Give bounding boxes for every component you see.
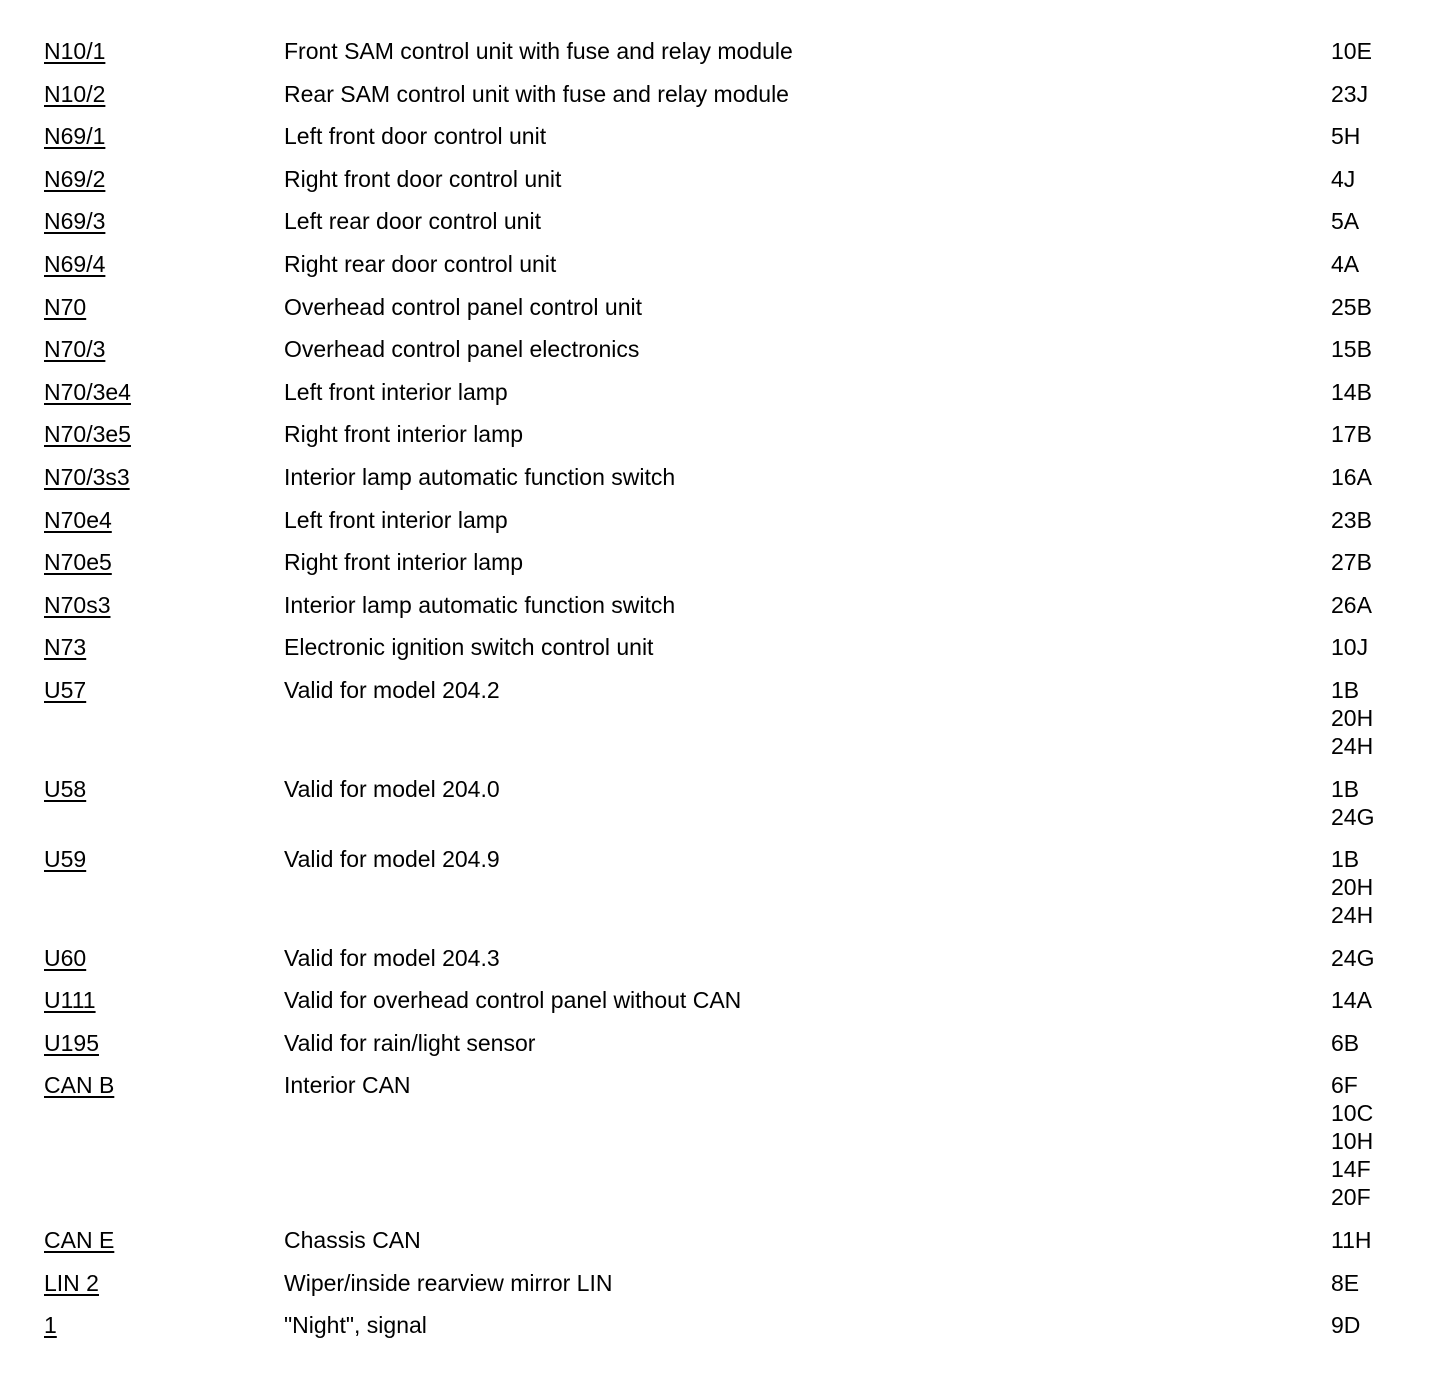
legend-row	[44, 80, 1424, 108]
grid-reference: 24G	[1331, 803, 1375, 830]
legend-row	[44, 591, 1424, 619]
component-legend-table	[44, 37, 1424, 1354]
component-description: Electronic ignition switch control unit	[284, 634, 654, 661]
component-code-link[interactable]: U111	[44, 987, 96, 1014]
grid-reference: 11H	[1331, 1227, 1372, 1254]
component-description: Overhead control panel electronics	[284, 336, 640, 363]
legend-row	[44, 122, 1424, 150]
grid-reference: 4A	[1331, 250, 1360, 277]
legend-row	[44, 420, 1424, 448]
component-description: Right front door control unit	[284, 165, 562, 192]
legend-row	[44, 845, 1424, 929]
grid-reference-list	[1331, 944, 1374, 972]
grid-reference-list	[1331, 378, 1372, 406]
component-code-link[interactable]: N70e5	[44, 549, 112, 576]
grid-reference: 27B	[1331, 549, 1372, 576]
grid-reference: 25B	[1331, 293, 1372, 320]
component-code-link[interactable]: U195	[44, 1029, 99, 1056]
legend-row	[44, 293, 1424, 321]
legend-row	[44, 1226, 1424, 1254]
grid-reference: 24G	[1331, 944, 1375, 971]
grid-reference: 20H	[1331, 874, 1374, 901]
component-description: Valid for overhead control panel without CAN	[284, 987, 742, 1014]
grid-reference-list	[1331, 986, 1372, 1014]
grid-reference-list	[1331, 506, 1372, 534]
grid-reference: 10E	[1331, 38, 1372, 64]
grid-reference-list	[1331, 775, 1374, 831]
grid-reference-list	[1331, 1071, 1373, 1211]
component-code-link[interactable]: CAN E	[44, 1227, 115, 1254]
component-description: Chassis CAN	[284, 1227, 421, 1254]
component-description: "Night", signal	[284, 1312, 427, 1339]
grid-reference: 23B	[1331, 506, 1372, 533]
component-description: Valid for model 204.9	[284, 846, 500, 873]
component-code-link[interactable]: N69/3	[44, 208, 106, 235]
grid-reference-list	[1331, 463, 1372, 491]
grid-reference: 6B	[1331, 1029, 1360, 1056]
grid-reference-list	[1331, 676, 1373, 760]
legend-row	[44, 676, 1424, 760]
grid-reference: 4J	[1331, 165, 1356, 192]
component-description: Valid for model 204.0	[284, 775, 500, 802]
grid-reference-list	[1331, 293, 1372, 321]
grid-reference: 17B	[1331, 421, 1372, 448]
legend-row	[44, 378, 1424, 406]
component-code-link[interactable]: N70/3s3	[44, 463, 130, 490]
component-code-link[interactable]: N10/1	[44, 38, 106, 64]
component-description: Front SAM control unit with fuse and relay module	[284, 38, 793, 64]
legend-row	[44, 1269, 1424, 1297]
component-description: Right front interior lamp	[284, 421, 524, 448]
grid-reference: 5H	[1331, 123, 1361, 150]
legend-row	[44, 633, 1424, 661]
component-code-link[interactable]: N70/3e4	[44, 378, 131, 405]
grid-reference: 9D	[1331, 1312, 1361, 1339]
component-description: Valid for model 204.2	[284, 676, 500, 703]
grid-reference: 10H	[1331, 1128, 1374, 1155]
component-description: Interior lamp automatic function switch	[284, 591, 676, 618]
component-code-link[interactable]: N70/3	[44, 336, 106, 363]
grid-reference-list	[1331, 122, 1360, 150]
grid-reference-list	[1331, 1269, 1359, 1297]
grid-reference: 1B	[1331, 846, 1360, 873]
component-description: Valid for model 204.3	[284, 944, 500, 971]
legend-row	[44, 1311, 1424, 1339]
grid-reference: 1B	[1331, 775, 1360, 802]
component-code-link[interactable]: N73	[44, 634, 87, 661]
grid-reference-list	[1331, 1226, 1372, 1254]
legend-row	[44, 165, 1424, 193]
legend-row	[44, 250, 1424, 278]
grid-reference-list	[1331, 1311, 1360, 1339]
component-description: Overhead control panel control unit	[284, 293, 642, 320]
component-code-link[interactable]: N70/3e5	[44, 421, 131, 448]
component-code-link[interactable]: 1	[44, 1312, 57, 1339]
grid-reference-list	[1331, 845, 1373, 929]
legend-row	[44, 506, 1424, 534]
component-code-link[interactable]: U58	[44, 775, 87, 802]
grid-reference-list	[1331, 420, 1372, 448]
component-code-link[interactable]: N69/1	[44, 123, 106, 150]
grid-reference: 24H	[1331, 902, 1374, 929]
grid-reference: 16A	[1331, 463, 1372, 490]
grid-reference-list	[1331, 165, 1355, 193]
legend-row	[44, 335, 1424, 363]
grid-reference-list	[1331, 633, 1368, 661]
component-code-link[interactable]: CAN B	[44, 1072, 115, 1099]
legend-row	[44, 775, 1424, 831]
component-description: Left rear door control unit	[284, 208, 541, 235]
grid-reference-list	[1331, 591, 1372, 619]
grid-reference-list	[1331, 250, 1359, 278]
component-description: Wiper/inside rearview mirror LIN	[284, 1269, 613, 1296]
grid-reference: 26A	[1331, 591, 1372, 618]
component-description: Left front interior lamp	[284, 378, 508, 405]
component-description: Right front interior lamp	[284, 549, 524, 576]
grid-reference: 20H	[1331, 704, 1374, 731]
grid-reference: 14A	[1331, 987, 1372, 1014]
component-code-link[interactable]: N69/4	[44, 250, 106, 277]
grid-reference: 15B	[1331, 336, 1372, 363]
grid-reference-list	[1331, 1029, 1359, 1057]
grid-reference: 23J	[1331, 80, 1369, 107]
grid-reference: 5A	[1331, 208, 1360, 235]
grid-reference-list	[1331, 37, 1372, 65]
legend-row	[44, 986, 1424, 1014]
component-description: Right rear door control unit	[284, 250, 557, 277]
legend-row	[44, 548, 1424, 576]
legend-row	[44, 207, 1424, 235]
component-description: Left front door control unit	[284, 123, 547, 150]
component-code-link[interactable]: U59	[44, 846, 87, 873]
component-description: Rear SAM control unit with fuse and relay module	[284, 80, 789, 107]
grid-reference-list	[1331, 80, 1368, 108]
component-code-link[interactable]: N69/2	[44, 165, 106, 192]
component-code-link[interactable]: N10/2	[44, 80, 106, 107]
component-description: Valid for rain/light sensor	[284, 1029, 536, 1056]
legend-row	[44, 463, 1424, 491]
grid-reference: 10J	[1331, 634, 1369, 661]
component-code-link[interactable]: U57	[44, 676, 87, 703]
component-code-link[interactable]: N70e4	[44, 506, 112, 533]
grid-reference-list	[1331, 207, 1359, 235]
grid-reference: 20F	[1331, 1184, 1371, 1211]
component-description: Interior CAN	[284, 1072, 411, 1099]
grid-reference: 14B	[1331, 378, 1372, 405]
component-description: Left front interior lamp	[284, 506, 508, 533]
component-code-link[interactable]: N70s3	[44, 591, 111, 618]
component-code-link[interactable]: N70	[44, 293, 87, 320]
component-code-link[interactable]: U60	[44, 944, 87, 971]
grid-reference: 14F	[1331, 1156, 1371, 1183]
grid-reference: 10C	[1331, 1100, 1374, 1127]
component-code-link[interactable]: LIN 2	[44, 1269, 99, 1296]
grid-reference: 8E	[1331, 1269, 1360, 1296]
grid-reference-list	[1331, 548, 1372, 576]
legend-row	[44, 1029, 1424, 1057]
legend-row	[44, 37, 1424, 65]
grid-reference: 1B	[1331, 676, 1360, 703]
grid-reference: 24H	[1331, 732, 1374, 759]
component-description: Interior lamp automatic function switch	[284, 463, 676, 490]
legend-row	[44, 944, 1424, 972]
legend-row	[44, 1071, 1424, 1211]
grid-reference-list	[1331, 335, 1372, 363]
grid-reference: 6F	[1331, 1072, 1358, 1099]
